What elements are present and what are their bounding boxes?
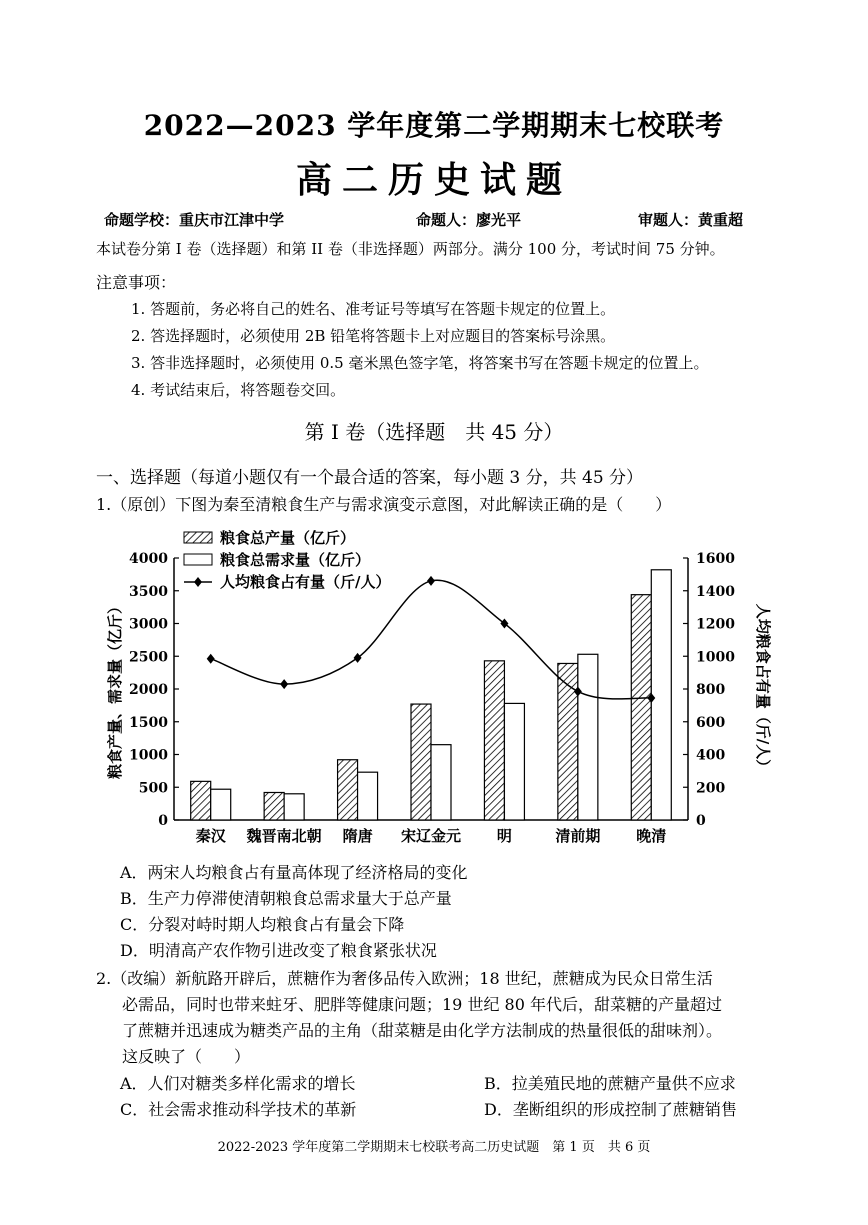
x-tick-label: 晚清 (636, 827, 667, 845)
legend-swatch-production (184, 532, 212, 543)
right-tick-label: 800 (696, 682, 726, 698)
right-tick-label: 600 (696, 714, 726, 731)
note-item: 4. 考试结束后，将答题卷交回。 (131, 381, 346, 399)
bar-production (558, 663, 578, 820)
legend-swatch-point (194, 577, 202, 587)
note-item: 2. 答选择题时，必须使用 2B 铅笔将答题卡上对应题目的答案标号涂黑。 (131, 327, 616, 345)
note-item: 1. 答题前，务必将自己的姓名、准考证号等填写在答题卡规定的位置上。 (131, 300, 616, 318)
x-tick-label: 秦汉 (195, 827, 226, 845)
grain-chart (100, 522, 780, 852)
line-point (280, 679, 288, 689)
bar-production (631, 595, 651, 820)
right-tick-label: 1200 (696, 616, 735, 633)
right-tick-label: 0 (696, 813, 706, 829)
legend-swatch-demand (184, 554, 212, 565)
bar-production (191, 781, 211, 820)
x-tick-label: 魏晋南北朝 (246, 827, 322, 845)
x-tick-label: 宋辽金元 (400, 827, 462, 845)
notes-heading: 注意事项： (96, 273, 177, 292)
right-tick-label: 400 (696, 747, 726, 764)
legend-label: 人均粮食占有量（斤/人） (220, 573, 391, 591)
exam-title: 2022—2023 学年度第二学期期末七校联考 (143, 109, 725, 142)
legend-label: 粮食总需求量（亿斤） (220, 551, 371, 569)
left-tick-label: 500 (138, 780, 168, 797)
bar-production (338, 760, 358, 820)
y2-axis-title: 人均粮食占有量（斤/人） (754, 603, 772, 775)
question-1-stem: 1.（原创）下图为秦至清粮食生产与需求演变示意图，对此解读正确的是（ ） (96, 495, 672, 514)
exam-subject-title: 高二历史试题 (295, 159, 572, 201)
left-tick-label: 3000 (129, 616, 168, 633)
bar-demand (651, 570, 671, 820)
intro-text: 本试卷分第 I 卷（选择题）和第 II 卷（非选择题）两部分。满分 100 分，考试时间 75 分钟。 (96, 240, 725, 258)
question-2-stem-line: 必需品，同时也带来蛀牙、肥胖等健康问题；19 世纪 80 年代后，甜菜糖的产量超过 (122, 995, 722, 1014)
question-2-stem-line: 2.（改编）新航路开辟后，蔗糖作为奢侈品传入欧洲；18 世纪，蔗糖成为民众日常生活 (96, 969, 713, 988)
q1-option-d: D．明清高产农作物引进改变了粮食紧张状况 (120, 941, 437, 960)
q1-option-c: C．分裂对峙时期人均粮食占有量会下降 (120, 915, 405, 934)
left-tick-label: 4000 (129, 551, 168, 567)
left-tick-label: 2000 (129, 682, 168, 698)
page-footer: 2022-2023 学年度第二学期期末七校联考高二历史试题 第 1 页 共 6 页 (217, 1140, 651, 1155)
left-tick-label: 2500 (129, 649, 168, 666)
setter-school: 命题学校：重庆市江津中学 (104, 211, 285, 229)
q2-option-d: D．垄断组织的形成控制了蔗糖销售 (484, 1100, 737, 1119)
q2-option-a: A．人们对糖类多样化需求的增长 (120, 1074, 356, 1093)
bar-production (484, 661, 504, 820)
question-2-stem-line: 了蔗糖并迅速成为糖类产品的主角（甜菜糖是由化学方法制成的热量很低的甜味剂）。 (122, 1021, 723, 1040)
setter-name: 命题人：廖光平 (416, 211, 522, 229)
part-heading: 一、选择题（每道小题仅有一个最合适的答案，每小题 3 分，共 45 分） (96, 468, 644, 488)
right-tick-label: 1600 (696, 551, 735, 567)
bar-demand (358, 772, 378, 820)
note-item: 3. 答非选择题时，必须使用 0.5 毫米黑色签字笔，将答案书写在答题卡规定的位置上。 (131, 354, 709, 372)
x-tick-label: 隋唐 (342, 827, 373, 845)
bar-production (264, 792, 284, 820)
line-point (427, 576, 435, 586)
legend-label: 粮食总产量（亿斤） (220, 529, 356, 547)
right-tick-label: 200 (696, 780, 726, 797)
line-point (500, 619, 508, 629)
section-title: 第 I 卷（选择题 共 45 分） (304, 420, 564, 444)
line-point (207, 654, 215, 664)
left-tick-label: 0 (158, 813, 168, 829)
q2-option-b: B．拉美殖民地的蔗糖产量供不应求 (484, 1074, 736, 1093)
q1-option-b: B．生产力停滞使清朝粮食总需求量大于总产量 (120, 889, 452, 908)
left-tick-label: 1500 (129, 714, 168, 731)
bar-demand (504, 703, 524, 820)
bar-demand (431, 745, 451, 820)
x-tick-label: 清前期 (555, 827, 601, 845)
reviewer-name: 审题人：黄重超 (638, 211, 744, 229)
bar-production (411, 704, 431, 820)
right-tick-label: 1400 (696, 583, 735, 600)
bar-demand (578, 654, 598, 820)
y-axis-title: 粮食产量、需求量（亿斤） (106, 598, 124, 780)
line-point (354, 653, 362, 663)
bar-demand (211, 789, 231, 820)
left-tick-label: 3500 (129, 583, 168, 600)
q2-option-c: C．社会需求推动科学技术的革新 (120, 1100, 357, 1119)
q1-option-a: A．两宋人均粮食占有量高体现了经济格局的变化 (120, 863, 468, 882)
left-tick-label: 1000 (129, 747, 168, 764)
question-2-stem-line: 这反映了（ ） (122, 1047, 251, 1066)
bar-demand (284, 794, 304, 820)
x-tick-label: 明 (496, 827, 512, 845)
right-tick-label: 1000 (696, 649, 735, 666)
